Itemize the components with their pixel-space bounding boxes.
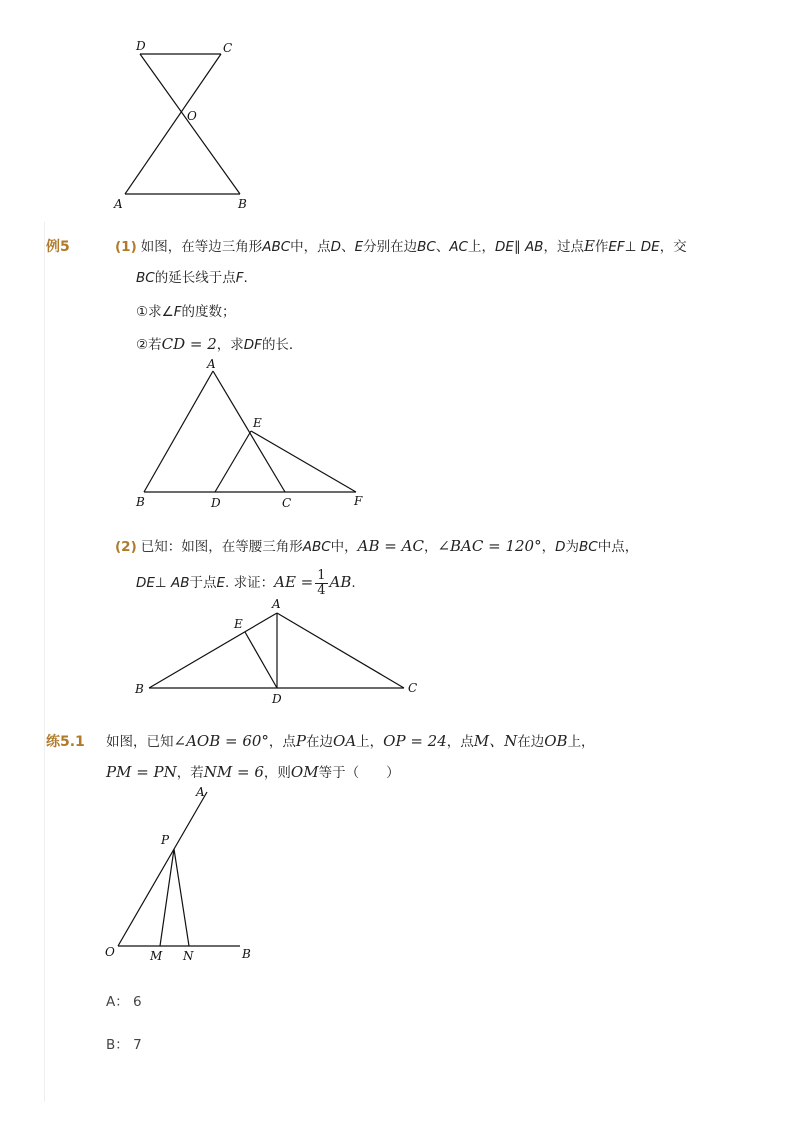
text: ，则 — [263, 765, 291, 781]
math: BC — [417, 239, 436, 255]
option-value: 7 — [133, 1037, 142, 1053]
math: OB — [544, 732, 568, 750]
math: OP = 24 — [383, 732, 447, 750]
math: DE⊥ AB — [136, 575, 190, 591]
figure-isosceles-svg — [0, 595, 800, 710]
label-D: D — [211, 496, 221, 510]
text: 中，点 — [290, 239, 331, 255]
math: ∠AOB = 60° — [173, 732, 269, 750]
label-A: A — [114, 197, 123, 211]
math: M、N — [473, 732, 518, 750]
text: 、 — [435, 239, 450, 255]
label-B: B — [238, 197, 247, 211]
text: 如图，在等边三角形 — [140, 239, 263, 255]
figure-isosceles — [0, 595, 800, 710]
label-A: A — [207, 357, 216, 371]
label-B: B — [242, 947, 251, 961]
label-E: E — [234, 617, 243, 631]
text: 中， — [330, 539, 358, 555]
text: . — [351, 575, 356, 591]
text: ， — [423, 539, 438, 555]
part1-number: (1) — [115, 239, 137, 255]
math: ABC — [262, 239, 291, 255]
math: EF⊥ DE — [608, 239, 660, 255]
figure-equilateral — [0, 355, 800, 515]
ex5-part1-line2 — [136, 268, 248, 288]
text: . 求证： — [225, 575, 275, 591]
math: DF — [243, 337, 262, 353]
text: 等于（ ） — [318, 765, 400, 781]
text: ①求∠ — [136, 304, 174, 320]
text: 作 — [594, 239, 609, 255]
label-C: C — [223, 41, 233, 55]
label-O: O — [105, 945, 115, 959]
label-N: N — [183, 949, 194, 963]
text: ，交 — [659, 239, 687, 255]
text: 的长． — [261, 337, 303, 353]
math: E — [354, 239, 364, 255]
math: AC — [449, 239, 468, 255]
math: D — [555, 539, 566, 555]
text: 为 — [565, 539, 579, 555]
figure-bowtie-svg — [0, 0, 800, 215]
text: 的度数； — [181, 304, 236, 320]
ex5-part2-line2 — [136, 567, 356, 598]
math: OM — [290, 763, 319, 781]
math: ∠BAC = 120° — [437, 537, 542, 555]
frac-denominator: 4 — [317, 582, 326, 598]
label-E: E — [253, 416, 262, 430]
text: 的延长线于点 — [154, 270, 236, 286]
math: F — [173, 304, 182, 320]
text: ，点 — [268, 734, 296, 750]
example-5-label: 例5 — [46, 239, 70, 255]
math: AB = AC — [357, 537, 424, 555]
figure-angle-aob-svg — [0, 780, 800, 965]
label-B: B — [136, 495, 145, 509]
option-letter: A： — [106, 994, 129, 1010]
math: P — [295, 732, 307, 750]
label-C: C — [408, 681, 418, 695]
option-letter: B： — [106, 1037, 129, 1053]
text: 上， — [356, 734, 384, 750]
label-D: D — [272, 692, 282, 706]
text: 如图，已知 — [106, 734, 174, 750]
ex5-question1 — [136, 302, 235, 322]
math: BC — [579, 539, 598, 555]
text: . — [243, 270, 248, 286]
text: ，过点 — [543, 239, 584, 255]
math: ABC — [302, 539, 331, 555]
math: PM = PN — [106, 763, 177, 781]
label-A: A — [196, 785, 205, 799]
math: DE∥ AB — [494, 239, 544, 255]
text: 已知：如图，在等腰三角形 — [140, 539, 303, 555]
practice-5-1-label: 练5.1 — [46, 734, 85, 750]
text: 中点， — [597, 539, 639, 555]
option-a[interactable] — [106, 990, 142, 1010]
text: ，求 — [216, 337, 244, 353]
label-F: F — [354, 494, 363, 508]
ex5-part1-line1 — [115, 236, 687, 257]
text: 上， — [567, 734, 595, 750]
label-P: P — [161, 833, 170, 847]
frac-numerator: 1 — [317, 567, 326, 583]
math: AE = — [274, 573, 314, 591]
text: ，若 — [176, 765, 204, 781]
figure-equilateral-svg — [0, 355, 800, 515]
label-A: A — [272, 597, 281, 611]
label-B: B — [135, 682, 144, 696]
option-value: 6 — [133, 994, 142, 1010]
text: 分别在边 — [363, 239, 418, 255]
math: D — [330, 239, 342, 255]
math: AB — [329, 573, 352, 591]
text: 上， — [467, 239, 495, 255]
text: 在边 — [306, 734, 334, 750]
option-b[interactable] — [106, 1033, 142, 1053]
figure-bowtie — [0, 0, 800, 215]
text: 于点 — [189, 575, 217, 591]
part2-number: (2) — [115, 539, 137, 555]
math: BC — [136, 270, 155, 286]
math: F — [235, 270, 244, 286]
text: 、 — [341, 239, 355, 255]
math: OA — [333, 732, 357, 750]
math: NM = 6 — [203, 763, 264, 781]
label-D: D — [136, 39, 146, 53]
text: ，点 — [446, 734, 474, 750]
ex5-question2 — [136, 334, 302, 355]
fraction-one-quarter — [315, 569, 327, 598]
ex5-part2-line1 — [115, 536, 638, 557]
text: ， — [541, 539, 556, 555]
text: ②若 — [136, 337, 162, 353]
label-C: C — [282, 496, 292, 510]
practice51-line1 — [106, 731, 595, 752]
math: E — [216, 575, 226, 591]
figure-angle-aob — [0, 780, 800, 965]
text: 在边 — [517, 734, 545, 750]
math: CD = 2 — [161, 335, 217, 353]
label-M: M — [150, 949, 163, 963]
label-O: O — [187, 109, 197, 123]
math: E — [583, 237, 595, 255]
